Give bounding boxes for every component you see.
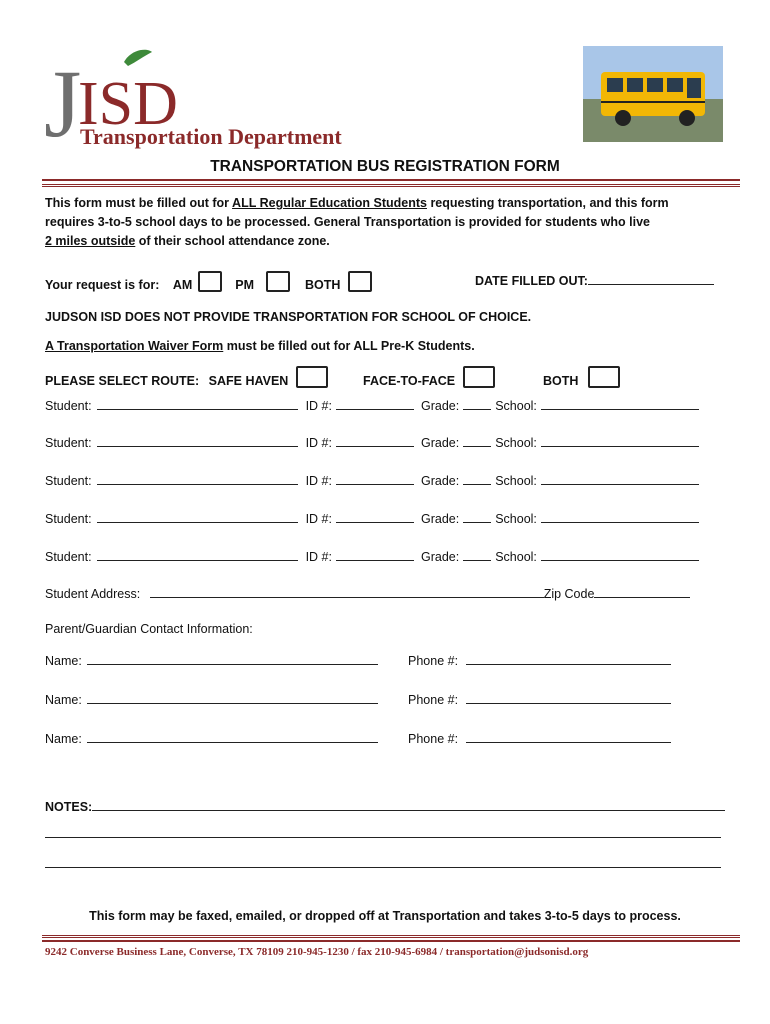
school-label: School: <box>495 550 537 564</box>
student-label: Student: <box>45 474 92 488</box>
intro-text-2: requesting transportation, and this form <box>426 196 669 210</box>
phone-field[interactable] <box>466 690 671 704</box>
date-field[interactable] <box>588 271 714 285</box>
school-bus-icon <box>583 46 723 142</box>
school-field[interactable] <box>541 433 699 447</box>
both-label: BOTH <box>305 278 341 292</box>
grade-field[interactable] <box>463 471 491 485</box>
parent-name-label: Name: <box>45 732 82 746</box>
date-label: DATE FILLED OUT: <box>475 274 588 288</box>
parent-row <box>45 690 378 707</box>
student-name-field[interactable] <box>97 396 298 410</box>
id-label: ID #: <box>305 436 332 450</box>
student-row <box>45 396 699 413</box>
svg-text:ISD: ISD <box>78 70 178 138</box>
grade-label: Grade: <box>420 550 460 564</box>
parent-phone-row <box>408 729 671 746</box>
intro-text: This form must be filled out for <box>45 196 233 210</box>
pm-checkbox[interactable] <box>266 271 290 292</box>
id-field[interactable] <box>336 509 414 523</box>
phone-label: Phone #: <box>408 732 459 746</box>
date-filled-row <box>475 271 714 288</box>
footer-divider <box>42 935 740 942</box>
id-field[interactable] <box>336 471 414 485</box>
route-both-label: BOTH <box>543 374 579 388</box>
student-name-field[interactable] <box>97 433 298 447</box>
jisd-logo <box>44 44 354 156</box>
student-row <box>45 433 699 450</box>
route-label: PLEASE SELECT ROUTE: <box>45 374 200 388</box>
both-checkbox[interactable] <box>348 271 372 292</box>
id-field[interactable] <box>336 433 414 447</box>
department-title: Transportation Department <box>80 124 342 149</box>
student-label: Student: <box>45 399 92 413</box>
parent-row <box>45 729 378 746</box>
id-label: ID #: <box>305 474 332 488</box>
form-title: TRANSPORTATION BUS REGISTRATION FORM <box>210 158 560 175</box>
address-row <box>45 584 690 601</box>
student-row <box>45 471 699 488</box>
intro-underlined: ALL Regular Education Students <box>232 196 427 210</box>
id-label: ID #: <box>305 550 332 564</box>
request-row <box>45 271 372 292</box>
grade-field[interactable] <box>463 433 491 447</box>
id-field[interactable] <box>336 547 414 561</box>
grade-label: Grade: <box>420 512 460 526</box>
parent-name-field[interactable] <box>87 651 378 665</box>
intro-line-3 <box>45 234 330 248</box>
school-field[interactable] <box>541 547 699 561</box>
notes-label: NOTES: <box>45 800 93 814</box>
zip-field[interactable] <box>594 584 690 598</box>
address-label: Student Address: <box>45 587 141 601</box>
student-label: Student: <box>45 436 92 450</box>
student-row <box>45 547 699 564</box>
school-label: School: <box>495 512 537 526</box>
route-face-row <box>363 366 495 388</box>
grade-label: Grade: <box>420 399 460 413</box>
notice-text: JUDSON ISD DOES NOT PROVIDE TRANSPORTATION FOR SCHOOL OF CHOICE. <box>45 310 532 324</box>
am-checkbox[interactable] <box>198 271 222 292</box>
student-label: Student: <box>45 512 92 526</box>
parent-name-label: Name: <box>45 654 82 668</box>
parent-phone-row <box>408 651 671 668</box>
safe-haven-label: SAFE HAVEN <box>208 374 289 388</box>
parent-phone-row <box>408 690 671 707</box>
school-label: School: <box>495 474 537 488</box>
waiver-link[interactable]: A Transportation Waiver Form <box>45 339 224 353</box>
parent-heading: Parent/Guardian Contact Information: <box>45 622 253 636</box>
closing-text: This form may be faxed, emailed, or dropped off at Transportation and takes 3-to-5 days to process. <box>89 909 681 923</box>
phone-field[interactable] <box>466 729 671 743</box>
notes-field-3[interactable] <box>45 867 721 868</box>
school-label: School: <box>495 399 537 413</box>
route-both-checkbox[interactable] <box>588 366 620 388</box>
parent-name-field[interactable] <box>87 690 378 704</box>
safe-haven-checkbox[interactable] <box>296 366 328 388</box>
id-label: ID #: <box>305 399 332 413</box>
route-row <box>45 366 328 388</box>
grade-field[interactable] <box>463 547 491 561</box>
request-label: Your request is for: <box>45 278 160 292</box>
student-name-field[interactable] <box>97 471 298 485</box>
title-divider <box>42 179 740 187</box>
student-label: Student: <box>45 550 92 564</box>
student-name-field[interactable] <box>97 509 298 523</box>
notes-field-1[interactable] <box>92 797 725 811</box>
zip-label: Zip Code <box>543 587 595 601</box>
school-field[interactable] <box>541 396 699 410</box>
parent-row <box>45 651 378 668</box>
school-field[interactable] <box>541 471 699 485</box>
grade-field[interactable] <box>463 509 491 523</box>
id-label: ID #: <box>305 512 332 526</box>
phone-field[interactable] <box>466 651 671 665</box>
face-to-face-label: FACE-TO-FACE <box>363 374 456 388</box>
svg-text:J: J <box>44 50 82 156</box>
grade-field[interactable] <box>463 396 491 410</box>
id-field[interactable] <box>336 396 414 410</box>
phone-label: Phone #: <box>408 693 459 707</box>
student-row <box>45 509 699 526</box>
route-both-row <box>543 366 620 388</box>
intro-text-3: of their school attendance zone. <box>135 234 330 248</box>
school-bus-photo <box>583 46 723 142</box>
pm-label: PM <box>235 278 255 292</box>
waiver-row <box>45 339 475 353</box>
intro-line-2: requires 3-to-5 school days to be processed. General Transportation is provided for students who live <box>45 215 650 229</box>
parent-name-field[interactable] <box>87 729 378 743</box>
notes-field-2[interactable] <box>45 837 721 838</box>
am-label: AM <box>172 278 193 292</box>
address-field[interactable] <box>150 584 544 598</box>
phone-label: Phone #: <box>408 654 459 668</box>
grade-label: Grade: <box>420 474 460 488</box>
notes-row <box>45 797 725 814</box>
intro-underlined-2: 2 miles outside <box>45 234 136 248</box>
intro-line-1 <box>45 196 669 210</box>
face-to-face-checkbox[interactable] <box>463 366 495 388</box>
parent-name-label: Name: <box>45 693 82 707</box>
waiver-text: must be filled out for ALL Pre-K Students. <box>223 339 475 353</box>
student-name-field[interactable] <box>97 547 298 561</box>
footer-contact: 9242 Converse Business Lane, Converse, TX 78109 210-945-1230 / fax 210-945-6984 / transportation@judsonisd.org <box>45 946 589 958</box>
grade-label: Grade: <box>420 436 460 450</box>
school-label: School: <box>495 436 537 450</box>
school-field[interactable] <box>541 509 699 523</box>
